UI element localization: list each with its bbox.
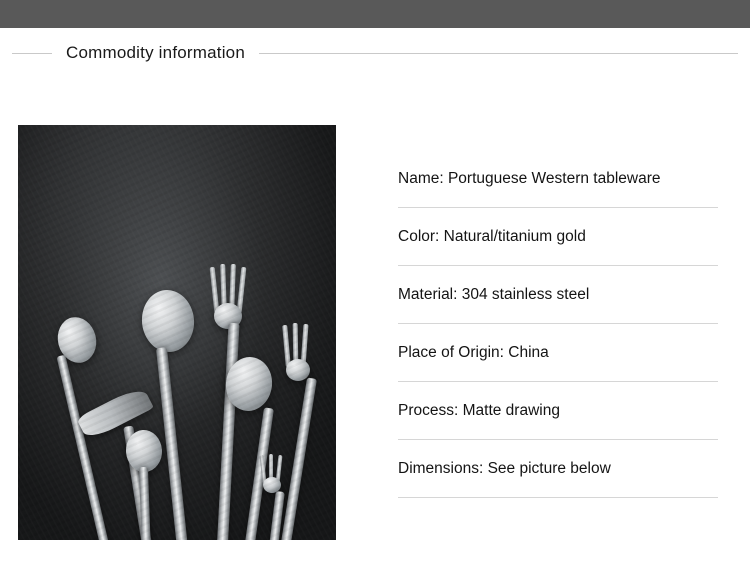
spec-row-material: Material: 304 stainless steel bbox=[398, 266, 718, 324]
spec-row-name: Name: Portuguese Western tableware bbox=[398, 150, 718, 208]
product-photo bbox=[18, 125, 336, 540]
specification-list bbox=[398, 150, 718, 498]
section-header bbox=[0, 36, 750, 70]
spec-row-dimensions: Dimensions: See picture below bbox=[398, 440, 718, 498]
page-title: Commodity information bbox=[66, 43, 245, 62]
spec-row-place-of-origin: Place of Origin: China bbox=[398, 324, 718, 382]
header-rule-right bbox=[259, 53, 738, 54]
top-dark-bar bbox=[0, 0, 750, 28]
photo-texture-overlay bbox=[18, 125, 336, 540]
spec-row-color: Color: Natural/titanium gold bbox=[398, 208, 718, 266]
spec-row-process: Process: Matte drawing bbox=[398, 382, 718, 440]
header-rule-left bbox=[12, 53, 52, 54]
